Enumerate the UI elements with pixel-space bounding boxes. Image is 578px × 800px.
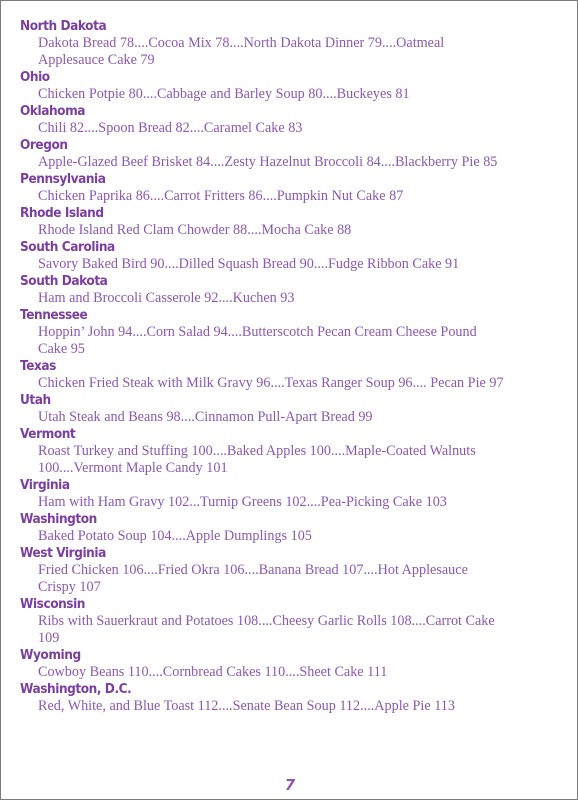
state-entry-texas	[20, 358, 560, 392]
state-entry-south-dakota	[20, 273, 560, 307]
state-heading: Texas	[20, 358, 56, 374]
state-heading: Rhode Island	[20, 205, 104, 221]
state-entry-wyoming	[20, 647, 560, 681]
recipe-list-text: Chicken Fried Steak with Milk Gravy 96....Texas Ranger Soup 96.... Pecan Pie 97	[38, 375, 504, 391]
state-heading: Pennsylvania	[20, 171, 106, 187]
state-heading: South Dakota	[20, 273, 108, 289]
state-entry-south-carolina	[20, 239, 560, 273]
state-entry-oregon	[20, 137, 560, 171]
recipe-list-text: Chicken Paprika 86....Carrot Fritters 86....Pumpkin Nut Cake 87	[38, 188, 404, 204]
recipe-list-text: Roast Turkey and Stuffing 100....Baked Apples 100....Maple-Coated Walnuts 100....Vermont Maple Candy 101	[38, 443, 476, 476]
state-entry-north-dakota	[20, 18, 560, 69]
recipe-list-text: Cowboy Beans 110....Cornbread Cakes 110....Sheet Cake 111	[38, 664, 388, 680]
state-entry-oklahoma	[20, 103, 560, 137]
state-heading: Vermont	[20, 426, 76, 442]
state-heading: Virginia	[20, 477, 70, 493]
state-heading: Ohio	[20, 69, 50, 85]
state-recipe-list	[20, 18, 560, 715]
state-heading: Wisconsin	[20, 596, 85, 612]
recipe-list-text: Baked Potato Soup 104....Apple Dumplings 105	[38, 528, 312, 544]
state-entry-virginia	[20, 477, 560, 511]
page-number: 7	[284, 776, 296, 794]
recipe-list-text: Hoppin’ John 94....Corn Salad 94....Butterscotch Pecan Cream Cheese Pound Cake 95	[38, 324, 477, 357]
state-entry-pennsylvania	[20, 171, 560, 205]
state-entry-washington	[20, 511, 560, 545]
state-heading: Oregon	[20, 137, 68, 153]
recipe-list-text: Red, White, and Blue Toast 112....Senate Bean Soup 112....Apple Pie 113	[38, 698, 455, 714]
recipe-list-text: Fried Chicken 106....Fried Okra 106....Banana Bread 107....Hot Applesauce Crispy 107	[38, 562, 468, 595]
state-entry-washington-dc	[20, 681, 560, 715]
recipe-list-text: Chicken Potpie 80....Cabbage and Barley Soup 80....Buckeyes 81	[38, 86, 410, 102]
recipe-list-text: Apple-Glazed Beef Brisket 84....Zesty Hazelnut Broccoli 84....Blackberry Pie 85	[38, 154, 498, 170]
state-heading: Washington, D.C.	[20, 681, 132, 697]
recipe-list-text: Savory Baked Bird 90....Dilled Squash Bread 90....Fudge Ribbon Cake 91	[38, 256, 460, 272]
state-entry-tennessee	[20, 307, 560, 358]
state-heading: Utah	[20, 392, 51, 408]
state-entry-utah	[20, 392, 560, 426]
state-entry-wisconsin	[20, 596, 560, 647]
state-heading: North Dakota	[20, 18, 107, 34]
state-heading: Oklahoma	[20, 103, 86, 119]
recipe-list-text: Ribs with Sauerkraut and Potatoes 108....Cheesy Garlic Rolls 108....Carrot Cake 109	[38, 613, 495, 646]
recipe-list-text: Ham and Broccoli Casserole 92....Kuchen 93	[38, 290, 295, 306]
state-heading: Tennessee	[20, 307, 88, 323]
state-entry-west-virginia	[20, 545, 560, 596]
recipe-list-text: Rhode Island Red Clam Chowder 88....Mocha Cake 88	[38, 222, 352, 238]
state-entry-vermont	[20, 426, 560, 477]
recipe-list-text: Utah Steak and Beans 98....Cinnamon Pull-Apart Bread 99	[38, 409, 373, 425]
recipe-list-text: Ham with Ham Gravy 102...Turnip Greens 102....Pea-Picking Cake 103	[38, 494, 447, 510]
state-entry-rhode-island	[20, 205, 560, 239]
state-heading: West Virginia	[20, 545, 106, 561]
recipe-list-text: Chili 82....Spoon Bread 82....Caramel Cake 83	[38, 120, 303, 136]
recipe-list-text: Dakota Bread 78....Cocoa Mix 78....North Dakota Dinner 79....Oatmeal Applesauce Cake 79	[38, 35, 445, 68]
state-heading: Wyoming	[20, 647, 81, 663]
state-heading: Washington	[20, 511, 97, 527]
state-heading: South Carolina	[20, 239, 115, 255]
state-entry-ohio	[20, 69, 560, 103]
